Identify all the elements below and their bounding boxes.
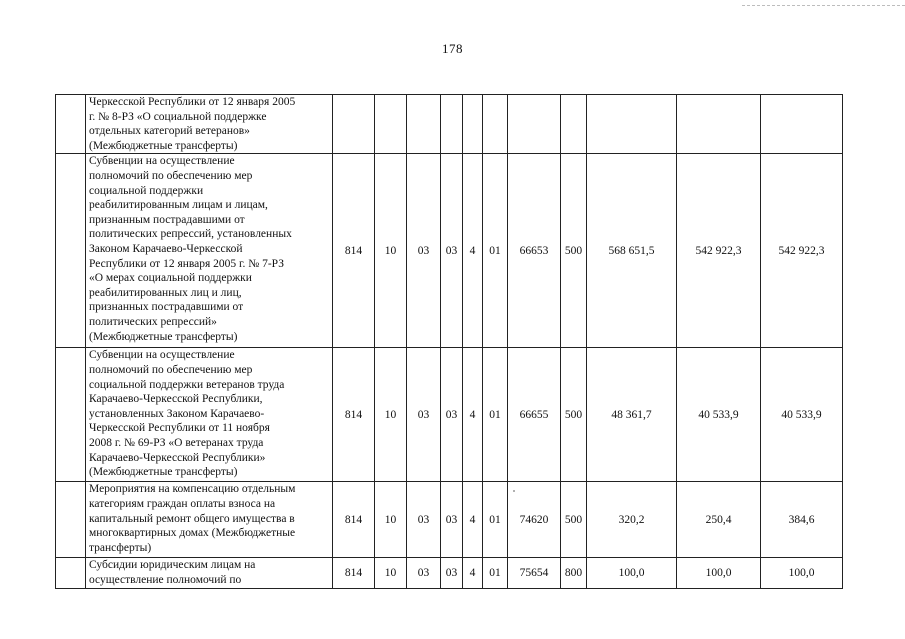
main-event-code-cell: 01 [483,154,508,348]
subsection-code-cell: 03 [407,348,441,482]
section-code-cell: 10 [375,154,407,348]
row-marker-cell [56,348,86,482]
sum-1-cell: 100,0 [587,558,677,588]
main-event-code-cell [483,95,508,154]
scan-edge-line [742,5,905,6]
sum-2-cell: 542 922,3 [677,154,761,348]
ministry-code-cell: 814 [333,154,375,348]
subsection-code-cell [407,95,441,154]
main-event-code-cell: 01 [483,348,508,482]
program-code-cell: 03 [441,558,463,588]
subprogram-code-cell: 4 [463,348,483,482]
direction-code-cell: 66655 [508,348,561,482]
main-event-code-cell: 01 [483,558,508,588]
subsection-code-cell: 03 [407,154,441,348]
expense-type-code-cell: 800 [561,558,587,588]
subprogram-code-cell: 4 [463,154,483,348]
budget-table [55,94,843,589]
expense-name-cell: Черкесской Республики от 12 января 2005 г. № 8-РЗ «О социальной поддержке отдельных категорий ветеранов» (Межбюджетные трансферты) [86,95,333,154]
section-code-cell: 10 [375,558,407,588]
program-code-cell: 03 [441,154,463,348]
subprogram-code-cell: 4 [463,558,483,588]
table-row [56,154,843,348]
table-row [56,348,843,482]
scan-speck [513,490,515,492]
sum-2-cell: 250,4 [677,482,761,558]
subprogram-code-cell: 4 [463,482,483,558]
direction-code-cell: 75654 [508,558,561,588]
sum-1-cell: 320,2 [587,482,677,558]
subsection-code-cell: 03 [407,482,441,558]
row-marker-cell [56,95,86,154]
sum-1-cell: 48 361,7 [587,348,677,482]
program-code-cell: 03 [441,348,463,482]
main-event-code-cell: 01 [483,482,508,558]
row-marker-cell [56,154,86,348]
table-row [56,558,843,588]
row-marker-cell [56,482,86,558]
ministry-code-cell: 814 [333,482,375,558]
ministry-code-cell: 814 [333,558,375,588]
expense-type-code-cell: 500 [561,348,587,482]
sum-2-cell: 100,0 [677,558,761,588]
expense-type-code-cell: 500 [561,482,587,558]
page-number: 178 [442,41,463,56]
subprogram-code-cell [463,95,483,154]
sum-3-cell: 384,6 [761,482,843,558]
expense-type-code-cell: 500 [561,154,587,348]
table-row [56,95,843,154]
sum-2-cell: 40 533,9 [677,348,761,482]
expense-type-code-cell [561,95,587,154]
table-row [56,482,843,558]
sum-2-cell [677,95,761,154]
sum-1-cell: 568 651,5 [587,154,677,348]
expense-name-cell: Мероприятия на компенсацию отдельным категориям граждан оплаты взноса на капитальный ремонт общего имущества в многоквартирных домах (Межбюджетные трансферты) [86,482,333,558]
sum-3-cell [761,95,843,154]
direction-code-cell: 66653 [508,154,561,348]
expense-name-cell: Субвенции на осуществление полномочий по обеспечению мер социальной поддержки ветеранов труда Карачаево-Черкесской Республики, установленных Законом Карачаево- Черкесской Республики от 11 ноября 2008 г. № 69-РЗ «О ветеранах труда Карачаево-Черкесской Республики» (Межбюджетные трансферты) [86,348,333,482]
program-code-cell [441,95,463,154]
ministry-code-cell: 814 [333,348,375,482]
expense-name-cell: Субсидии юридическим лицам на осуществление полномочий по [86,558,333,588]
section-code-cell: 10 [375,482,407,558]
expense-name-cell: Субвенции на осуществление полномочий по обеспечению мер социальной поддержки реабилитированным лицам и лицам, признанным пострадавшими от политических репрессий, установленных Законом Карачаево-Черкесской Республики от 12 января 2005 г. № 7-РЗ «О мерах социальной поддержки реабилитированных лиц и лиц, признанных пострадавшими от политических репрессий» (Межбюджетные трансферты) [86,154,333,348]
sum-1-cell [587,95,677,154]
program-code-cell: 03 [441,482,463,558]
direction-code-cell: 74620 [508,482,561,558]
row-marker-cell [56,558,86,588]
sum-3-cell: 40 533,9 [761,348,843,482]
section-code-cell: 10 [375,348,407,482]
direction-code-cell [508,95,561,154]
ministry-code-cell [333,95,375,154]
section-code-cell [375,95,407,154]
subsection-code-cell: 03 [407,558,441,588]
sum-3-cell: 100,0 [761,558,843,588]
sum-3-cell: 542 922,3 [761,154,843,348]
